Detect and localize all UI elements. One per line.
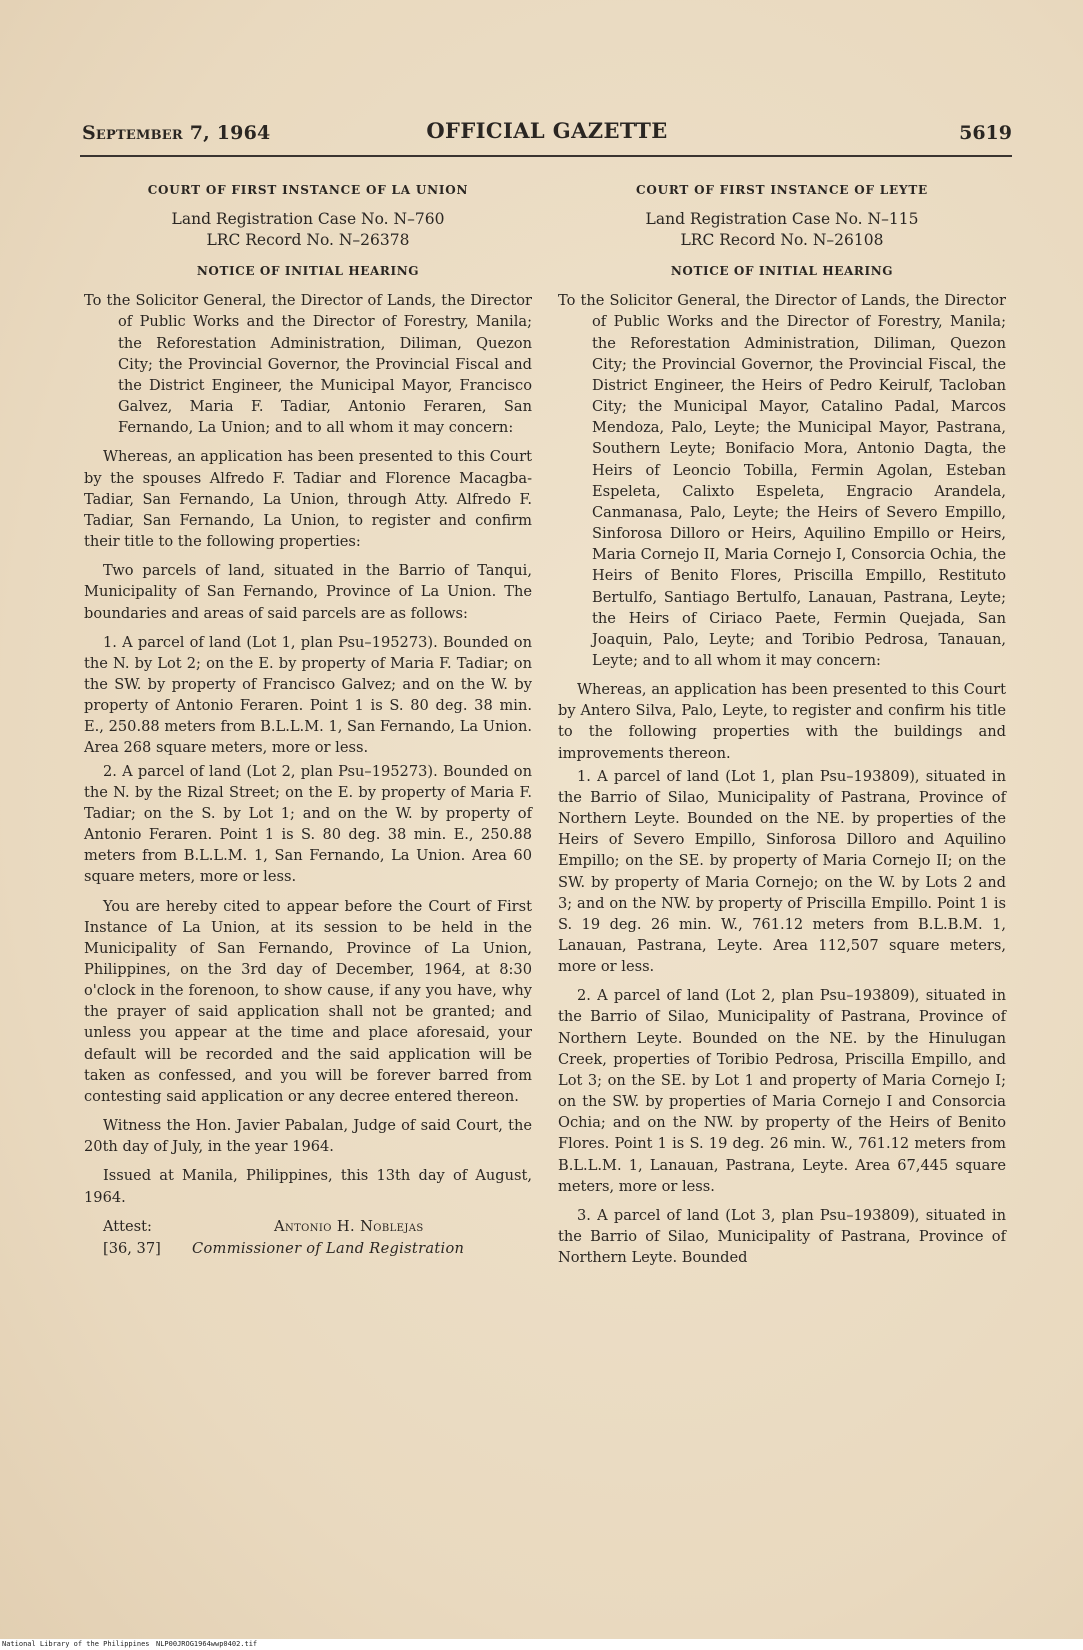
- record-number: LRC Record No. N–26378: [206, 231, 410, 250]
- case-number: Land Registration Case No. N–760: [171, 210, 445, 229]
- attest-label: Attest:: [103, 1217, 152, 1235]
- signatory-name: Antonio H. Noblejas: [274, 1217, 424, 1235]
- issue-reference: [36, 37]: [103, 1239, 161, 1257]
- paragraph: 2. A parcel of land (Lot 2, plan Psu–195273). Bounded on the N. by the Rizal Street; on the E. by property of Maria F. Tadiar; on the S. by Lot 1; and on the W. by property of Antonio Feraren. Point 1 is S. 80 deg. 38 min. E., 250.88 meters from B.L.L.M. 1, San Fernando, La Union. Area 60 square meters, more or less.: [84, 762, 532, 886]
- paragraph: Issued at Manila, Philippines, this 13th day of August, 1964.: [84, 1167, 532, 1206]
- paragraph: 1. A parcel of land (Lot 1, plan Psu–193809), situated in the Barrio of Silao, Municipality of Pastrana, Province of Northern Leyte. Bounded on the NE. by properties of the Heirs of Severo Empillo, Sinforosa Dilloro and Aquilino Empillo; on the SE. by property of Maria Cornejo II; on the SW. by property of Maria Cornejo; on the W. by Lots 2 and 3; and on the NW. by property of Priscilla Empillo. Point 1 is S. 19 deg. 26 min. W., 761.12 meters from B.L.B.M. 1, Lanauan, Pastrana, Leyte. Area 112,507 square meters, more or less.: [558, 767, 1006, 976]
- court-name: COURT OF FIRST INSTANCE OF LA UNION: [147, 183, 469, 197]
- header-rule: [80, 155, 1012, 157]
- paragraph: Whereas, an application has been presented to this Court by the spouses Alfredo F. Tadiar and Florence Macagba-Tadiar, San Fernando, La Union, through Atty. Alfredo F. Tadiar, San Fernando, La Union, to register and confirm their title to the following properties:: [84, 448, 532, 551]
- page-header: [82, 118, 1012, 148]
- paragraph: 3. A parcel of land (Lot 3, plan Psu–193809), situated in the Barrio of Silao, Municipality of Pastrana, Province of Northern Leyte. Bounded: [558, 1206, 1006, 1267]
- paragraph: 2. A parcel of land (Lot 2, plan Psu–193809), situated in the Barrio of Silao, Municipality of Pastrana, Province of Northern Leyte. Bounded on the NE. by the Hinulugan Creek, properties of Toribio Pedrosa, Priscilla Empillo, and Lot 3; on the SE. by Lot 1 and property of Maria Cornejo I; on the SW. by properties of Maria Cornejo I and Consorcia Ochia; and on the NW. by property of the Heirs of Benito Flores. Point 1 is S. 19 deg. 26 min. W., 761.12 meters from B.L.L.M. 1, Lanauan, Pastrana, Leyte. Area 67,445 square meters, more or less.: [558, 987, 1006, 1195]
- paragraph: 1. A parcel of land (Lot 1, plan Psu–195273). Bounded on the N. by Lot 2; on the E. by property of Maria F. Tadiar; on the SW. by property of Francisco Galvez; and on the W. by property of Antonio Feraren. Point 1 is S. 80 deg. 38 min. E., 250.88 meters from B.L.L.M. 1, San Fernando, La Union. Area 268 square meters, more or less.: [84, 633, 532, 757]
- page-number: 5619: [959, 122, 1012, 144]
- library-credit: National Library of the Philippines: [2, 1640, 150, 1648]
- record-number: LRC Record No. N–26108: [680, 231, 884, 250]
- court-name: COURT OF FIRST INSTANCE OF LEYTE: [635, 183, 929, 197]
- attestation: [84, 1216, 532, 1260]
- paragraph: You are hereby cited to appear before the Court of First Instance of La Union, at its session to be held in the Municipality of San Fernando, Province of La Union, Philippines, on the 3rd day of December, 1964, at 8:30 o'clock in the forenoon, to show cause, if any you have, why the prayer of said application shall not be granted; and unless you appear at the time and place aforesaid, your default will be recorded and the said application will be taken as confessed, and you will be forever barred from contesting said application or any decree entered thereon.: [84, 897, 532, 1105]
- right-column: [558, 180, 1006, 1268]
- addressees: To the Solicitor General, the Director of Lands, the Director of Public Works and the Director of Forestry, Manila; the Reforestation Administration, Diliman, Quezon City; the Provincial Governor, the Provincial Fiscal and the District Engineer, the Municipal Mayor, Francisco Galvez, Maria F. Tadiar, Antonio Feraren, San Fernando, La Union; and to all whom it may concern:: [84, 292, 532, 437]
- scan-footer: [0, 1639, 1083, 1650]
- addressees: To the Solicitor General, the Director of Lands, the Director of Public Works and the Director of Forestry, Manila; the Reforestation Administration, Diliman, Quezon City; the Provincial Governor, the Provincial Fiscal, the District Engineer, the Heirs of Pedro Keirulf, Tacloban City; the Municipal Mayor, Catalino Padal, Marcos Mendoza, Palo, Leyte; the Municipal Mayor, Pastrana, Southern Leyte; Bonifacio Mora, Antonio Dagta, the Heirs of Leoncio Tobilla, Fermin Agolan, Esteban Espeleta, Calixto Espeleta, Engracio Arandela, Canmanasa, Palo, Leyte; the Heirs of Severo Empillo, Sinforosa Dilloro or Heirs, Aquilino Empillo or Heirs, Maria Cornejo II, Maria Cornejo I, Consorcia Ochia, the Heirs of Benito Flores, Priscilla Empillo, Restituto Bertulfo, Santiago Bertulfo, Lanauan, Pastrana, Leyte; the Heirs of Ciriaco Paete, Fermin Quejada, San Joaquin, Palo, Leyte; and Toribio Pedrosa, Tanauan, Leyte; and to all whom it may concern:: [558, 292, 1006, 669]
- scan-filename: NLP00JROG1964wwp0402.tif: [156, 1640, 258, 1648]
- publication-title: OFFICIAL GAZETTE: [426, 118, 668, 143]
- notice-heading: NOTICE OF INITIAL HEARING: [670, 264, 894, 279]
- signatory-title: Commissioner of Land Registration: [192, 1239, 465, 1257]
- paragraph: Whereas, an application has been presented to this Court by Antero Silva, Palo, Leyte, to register and confirm his title to the following properties with the buildings and improvements thereon.: [558, 681, 1006, 762]
- left-column: [84, 180, 532, 1260]
- paragraph: Witness the Hon. Javier Pabalan, Judge of said Court, the 20th day of July, in the year 1964.: [84, 1117, 532, 1156]
- notice-heading: NOTICE OF INITIAL HEARING: [196, 264, 420, 279]
- case-number: Land Registration Case No. N–115: [645, 210, 919, 229]
- issue-date: September 7, 1964: [82, 122, 271, 144]
- paragraph: Two parcels of land, situated in the Barrio of Tanqui, Municipality of San Fernando, Province of La Union. The boundaries and areas of said parcels are as follows:: [84, 562, 532, 622]
